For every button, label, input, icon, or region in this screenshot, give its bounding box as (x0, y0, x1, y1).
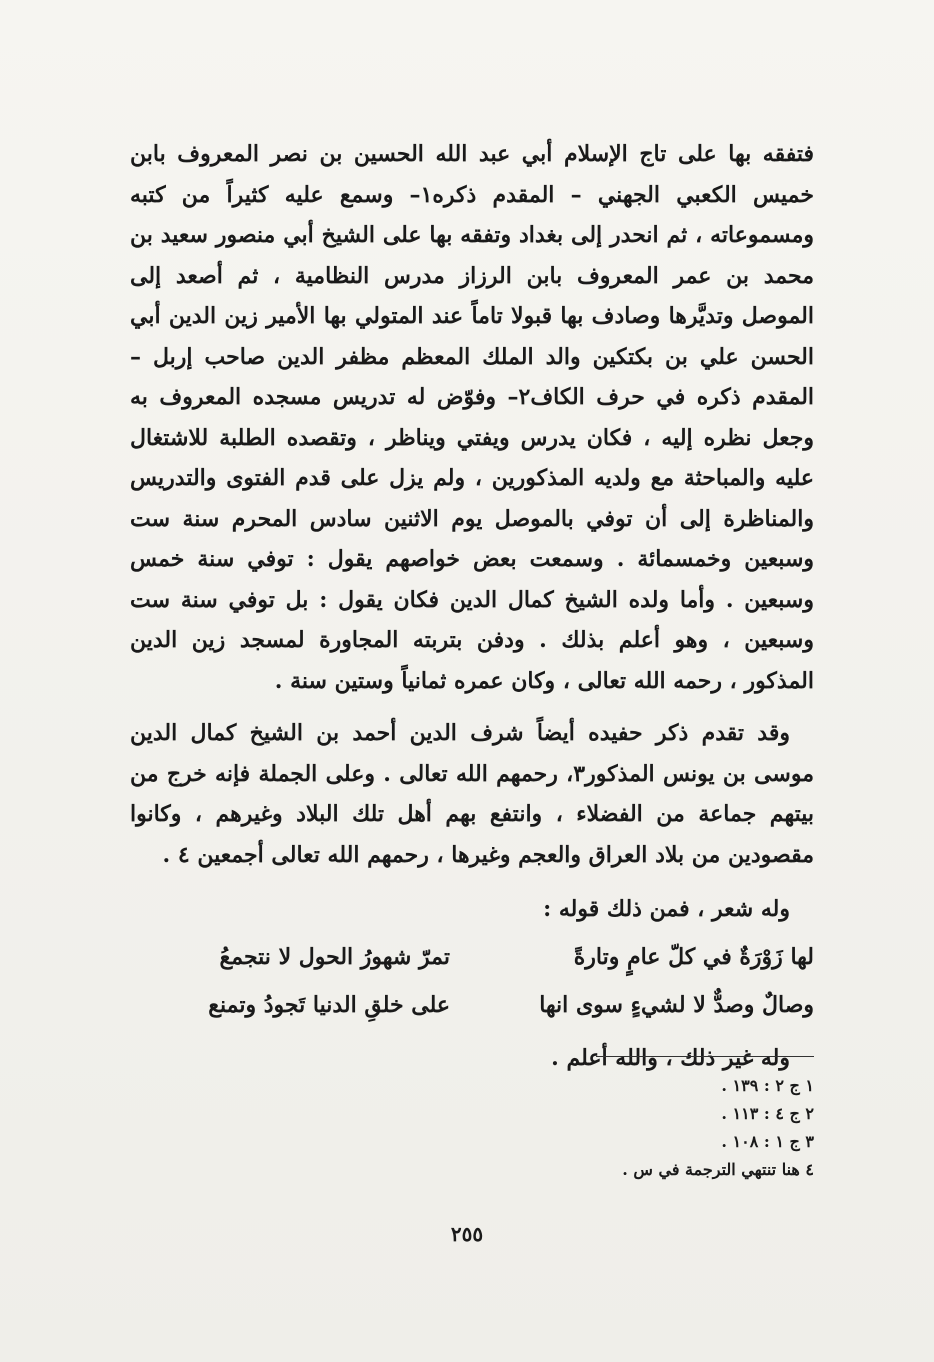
footnote-item: ١ ج ٢ : ١٣٩ . (721, 1076, 814, 1095)
poem-verses (130, 934, 814, 1030)
page-number: ٢٥٥ (450, 1222, 484, 1246)
verse-second-hemistich: على خلقِ الدنيا تَجودُ وتمنع (208, 992, 450, 1019)
poem-intro: وله شعر ، فمن ذلك قوله : (543, 896, 790, 922)
verse-first-hemistich: وصالٌ وصدٌّ لا لشيءٍ سوى انها (539, 992, 814, 1019)
footnote-item: ٣ ج ١ : ١٠٨ . (721, 1132, 814, 1151)
verse-first-hemistich: لها زَوْرَةٌ في كلّ عامٍ وتارةً (573, 944, 814, 971)
paragraph-2: وقد تقدم ذكر حفيده أيضاً شرف الدين أحمد بن الشيخ كمال الدين موسى بن يونس المذكور٣، رحمهم الله تعالى . وعلى الجملة فإنه خرج من بيتهم جماعة من الفضلاء ، وانتفع بهم أهل تلك البلاد وغيرهم ، وكانوا مقصودين من بلاد العراق والعجم وغيرها ، رحمهم الله تعالى أجمعين ٤ . (130, 720, 814, 868)
verse-row (130, 934, 814, 982)
footnote-item: ٤ هنا تنتهي الترجمة في س . (622, 1160, 814, 1179)
verse-second-hemistich: تمرّ شهورُ الحول لا نتجمعُ (219, 944, 450, 971)
paragraph-1: فتفقه بها على تاج الإسلام أبي عبد الله الحسين بن نصر المعروف بابن خميس الكعبي الجهني – المقدم ذكره١– وسمع عليه كثيراً من كتبه ومسموعاته ، ثم انحدر إلى بغداد وتفقه بها على الشيخ أبي منصور سعيد بن محمد بن عمر المعروف بابن الرزاز مدرس النظامية ، ثم أصعد إلى الموصل وتديَّرها وصادف بها قبولا تاماً عند المتولي بها الأمير زين الدين أبي الحسن علي بن بكتكين والد الملك المعظم مظفر الدين صاحب إربل – المقدم ذكره في حرف الكاف٢– وفوّض له تدريس مسجده المعروف به وجعل نظره إليه ، فكان يدرس ويفتي ويناظر ، وتقصده الطلبة للاشتغال عليه والمباحثة مع ولديه المذكورين ، ولم يزل على قدم الفتوى والتدريس والمناظرة إلى أن توفي بالموصل يوم الاثنين سادس المحرم سنة ست وسبعين وخمسمائة . وسمعت بعض خواصهم يقول : توفي سنة خمس وسبعين . وأما ولده الشيخ كمال الدين فكان يقول : بل توفي سنة ست وسبعين ، وهو أعلم بذلك . ودفن بتربته المجاورة لمسجد زين الدين المذكور ، رحمه الله تعالى ، وكان عمره ثمانياً وستين سنة . (130, 141, 815, 694)
poem-outro: وله غير ذلك ، والله أعلم . (551, 1044, 790, 1071)
main-text-block (130, 134, 814, 1078)
footnotes (560, 1072, 814, 1184)
footnote-item: ٢ ج ٤ : ١١٣ . (721, 1104, 814, 1123)
footnote-divider (596, 1056, 814, 1057)
verse-row (130, 982, 814, 1030)
